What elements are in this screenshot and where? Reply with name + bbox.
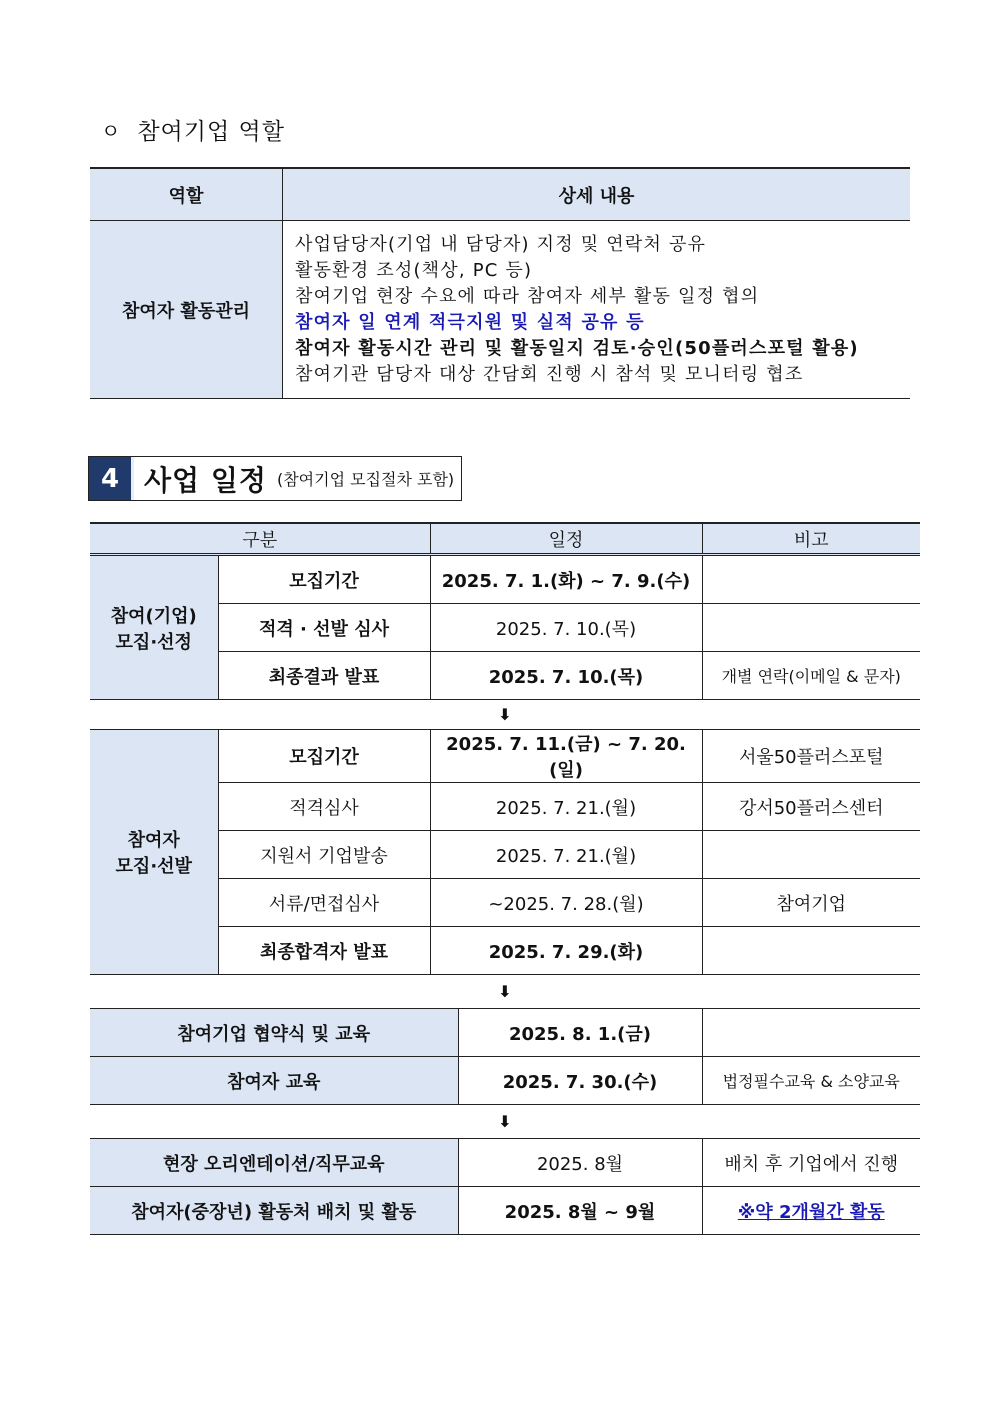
table-cell-item: 지원서 기업발송 [218, 831, 430, 879]
table-cell-note [702, 555, 920, 604]
table-cell-note: 법정필수교육 & 소양교육 [702, 1057, 920, 1105]
table-cell-note [702, 1187, 920, 1235]
section-title-roles [101, 113, 285, 146]
table-cell-item: 최종결과 발표 [218, 652, 430, 700]
table-cell-note [702, 604, 920, 652]
role-item-bold: 참여자 활동시간 관리 및 활동일지 검토·승인(50플러스포털 활용) [295, 337, 859, 359]
table-cell-note [702, 927, 920, 975]
table-cell-note [702, 831, 920, 879]
schedule-title: 사업 일정 [144, 463, 267, 497]
group2-label-line2: 모집·선발 [115, 856, 192, 877]
table-cell-note [702, 1009, 920, 1057]
table-cell-item: 참여자(중장년) 활동처 배치 및 활동 [90, 1187, 458, 1235]
group1-label-line2: 모집·선정 [115, 631, 192, 653]
table-cell-item: 참여기업 협약식 및 교육 [90, 1009, 458, 1057]
table-cell-note: 강서50플러스센터 [702, 783, 920, 831]
table-cell-date: 2025. 8. 1.(금) [458, 1009, 702, 1057]
table-cell-note: 서울50플러스포털 [702, 730, 920, 783]
schedule-title-box [88, 456, 462, 501]
roles-table [90, 167, 910, 399]
group2-label-line1: 참여자 [127, 830, 180, 851]
header-date: 일정 [430, 523, 702, 555]
role-item: 활동환경 조성(책상, PC 등) [295, 259, 533, 281]
role-items [283, 221, 911, 399]
table-cell-date: 2025. 7. 21.(월) [430, 831, 702, 879]
table-cell-item: 모집기간 [218, 730, 430, 783]
table-cell-date: 2025. 7. 1.(화) ~ 7. 9.(수) [430, 555, 702, 604]
header-detail: 상세 내용 [283, 168, 911, 221]
table-cell-note: 참여기업 [702, 879, 920, 927]
arrow-down-icon: ⬇ [498, 705, 512, 724]
header-role: 역할 [90, 168, 283, 221]
header-note: 비고 [702, 523, 920, 555]
table-cell-item: 참여자 교육 [90, 1057, 458, 1105]
arrow-down-icon: ⬇ [498, 982, 512, 1001]
bullet-icon: ㅇ [101, 119, 122, 143]
table-cell-note: 개별 연락(이메일 & 문자) [702, 652, 920, 700]
table-cell-item: 적격심사 [218, 783, 430, 831]
table-cell-date: ~2025. 7. 28.(월) [430, 879, 702, 927]
section-number: 4 [89, 457, 134, 500]
table-cell-item: 현장 오리엔테이션/직무교육 [90, 1139, 458, 1187]
table-cell-item: 최종합격자 발표 [218, 927, 430, 975]
table-cell-item: 모집기간 [218, 555, 430, 604]
arrow-down-icon: ⬇ [498, 1112, 512, 1131]
role-item: 참여기관 담당자 대상 간담회 진행 시 참석 및 모니터링 협조 [295, 363, 804, 385]
table-cell-date: 2025. 8월 [458, 1139, 702, 1187]
duration-note: ※약 2개월간 활동 [737, 1201, 885, 1223]
role-item: 참여기업 현장 수요에 따라 참여자 세부 활동 일정 협의 [295, 285, 760, 307]
table-cell-item: 적격 · 선발 심사 [218, 604, 430, 652]
role-item-highlight: 참여자 일 연계 적극지원 및 실적 공유 등 [295, 311, 645, 333]
table-cell-item: 서류/면접심사 [218, 879, 430, 927]
group2-label [90, 730, 218, 975]
table-cell-date: 2025. 7. 10.(목) [430, 604, 702, 652]
header-category: 구분 [90, 523, 430, 555]
table-cell-note: 배치 후 기업에서 진행 [702, 1139, 920, 1187]
table-cell-date: 2025. 7. 29.(화) [430, 927, 702, 975]
table-cell-date: 2025. 8월 ~ 9월 [458, 1187, 702, 1235]
table-cell-date: 2025. 7. 21.(월) [430, 783, 702, 831]
table-cell-date: 2025. 7. 11.(금) ~ 7. 20.(일) [430, 730, 702, 783]
role-item: 사업담당자(기업 내 담당자) 지정 및 연락처 공유 [295, 233, 707, 255]
role-label: 참여자 활동관리 [90, 221, 283, 399]
table-cell-date: 2025. 7. 30.(수) [458, 1057, 702, 1105]
table-cell-date: 2025. 7. 10.(목) [430, 652, 702, 700]
schedule-subtitle: (참여기업 모집절차 포함) [276, 470, 455, 489]
group1-label-line1: 참여(기업) [110, 605, 197, 627]
section-title-text: 참여기업 역할 [137, 119, 285, 145]
group1-label [90, 555, 218, 700]
schedule-table [90, 522, 920, 1235]
